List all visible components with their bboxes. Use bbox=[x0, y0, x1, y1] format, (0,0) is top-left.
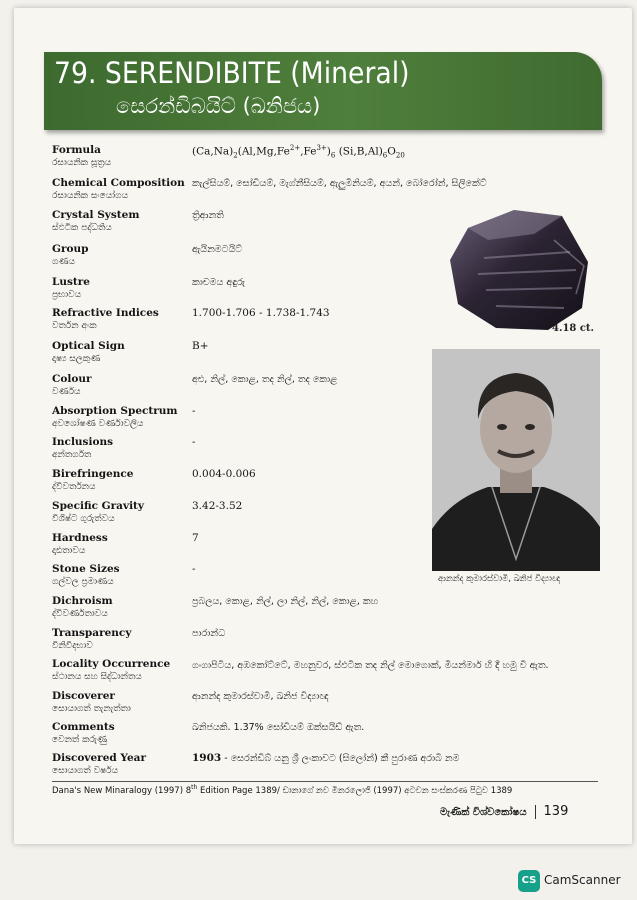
value: B+ bbox=[192, 340, 209, 352]
label: Chemical Composition bbox=[52, 177, 185, 189]
page-number: 139 bbox=[543, 804, 569, 819]
label-sinhala: සොයාගත් වර්ෂය bbox=[52, 766, 119, 776]
label: Group bbox=[52, 243, 89, 255]
label-sinhala: අවශෝෂණ වර්ණාවලිය bbox=[52, 419, 144, 429]
label-sinhala: වර්තන අංක bbox=[52, 321, 97, 331]
value: අළු, නිල්, කොළ, තද නිල්, තද කොළ bbox=[192, 374, 338, 385]
label-sinhala: අන්තර්ගත bbox=[52, 450, 92, 460]
label: Dichroism bbox=[52, 595, 113, 607]
label-sinhala: විශිෂ්ට ගුරුත්වය bbox=[52, 514, 115, 524]
label-sinhala: වර්ණය bbox=[52, 387, 81, 397]
label: Stone Sizes bbox=[52, 563, 120, 575]
footer-divider bbox=[52, 781, 598, 782]
portrait-caption: ආනන්ද කුමාරස්වාමි, ඛනිජ විද්‍යාඥ bbox=[438, 574, 561, 584]
label: Specific Gravity bbox=[52, 500, 145, 512]
label: Refractive Indices bbox=[52, 307, 159, 319]
mineral-title: 79. SERENDIBITE (Mineral) bbox=[54, 56, 410, 90]
label: Colour bbox=[52, 373, 92, 385]
camscanner-label: CamScanner bbox=[544, 873, 621, 887]
value: ඇයිනමටයිට් bbox=[192, 244, 243, 255]
label: Locality Occurrence bbox=[52, 658, 171, 670]
label: Birefringence bbox=[52, 468, 134, 480]
label-sinhala: ගණය bbox=[52, 257, 76, 267]
value: පාරාන්ධ bbox=[192, 628, 226, 639]
label: Comments bbox=[52, 721, 115, 733]
value: 0.004-0.006 bbox=[192, 468, 256, 480]
value: ගංගාපිටිය, අඹකෝට්ටේ, මහනුවර, ස්ඵටික තද නිල් මොගොක්, මියන්මාර් හි දී හමු වී ඇත. bbox=[192, 660, 549, 671]
formula-value: $(Ca,Na)_2(Al,Mg,Fe^{2+},Fe^{3+})_6$ $(Si,B,Al)_6O_{20}$ bbox=[192, 144, 405, 160]
value: කැල්සියම්, සෝඩියම්, මැග්නීසියම්, ඇලුමිනියම්, අයන්, බෝරෝන්, සිලිකේට් bbox=[192, 178, 487, 189]
title-banner bbox=[44, 52, 602, 130]
label-sinhala: සොයාගත් තැනැත්තා bbox=[52, 704, 131, 714]
label-sinhala: ද්විවර්තනය bbox=[52, 482, 96, 492]
label-sinhala: ස්ථානය සහ සිද්ධාන්තය bbox=[52, 672, 142, 682]
label-sinhala: වෙනත් කරුණු bbox=[52, 735, 108, 745]
value: - bbox=[192, 563, 196, 575]
label: Transparency bbox=[52, 627, 132, 639]
mineral-title-sinhala: සෙරන්ඩිබයිට් (ඛනිජය) bbox=[116, 94, 321, 118]
camscanner-icon: CS bbox=[518, 870, 540, 892]
value: 7 bbox=[192, 532, 199, 544]
page-footer bbox=[440, 804, 568, 819]
label: Inclusions bbox=[52, 436, 114, 448]
book-title: මැණික් විශ්වකෝෂය bbox=[440, 807, 527, 818]
label: Lustre bbox=[52, 276, 90, 288]
label: Hardness bbox=[52, 532, 108, 544]
label: Crystal System bbox=[52, 209, 140, 221]
serendibite-gem-image bbox=[444, 204, 595, 334]
label-sinhala: රසායනික සංයෝගය bbox=[52, 191, 129, 201]
value: 3.42-3.52 bbox=[192, 500, 243, 512]
label-sinhala: විනිවිදභාව bbox=[52, 641, 93, 651]
value: - bbox=[192, 436, 196, 448]
label-sinhala: ප්‍රභාවය bbox=[52, 290, 82, 300]
value: ආනන්ද කුමාරස්වාමි, ඛනිජ විද්‍යාඥ bbox=[192, 691, 329, 702]
footer-separator bbox=[535, 805, 536, 819]
label: Discoverer bbox=[52, 690, 115, 702]
reference-citation: Dana's New Minaralogy (1997) 8th Edition Page 1389/ ඩානාගේ නව මිනරලොජි (1997) අටවන සංස්කරණ පිටුව 1389 bbox=[52, 784, 513, 796]
discoverer-portrait bbox=[432, 349, 600, 571]
label-sinhala: ස්ඵටික පද්ධතිය bbox=[52, 223, 112, 233]
label-sinhala: ගල්වල ප්‍රමාණය bbox=[52, 577, 114, 587]
label: Absorption Spectrum bbox=[52, 405, 178, 417]
value: ඛනිජයකි. 1.37% සෝඩියම් ඔක්සයිඩ් ඇත. bbox=[192, 722, 365, 733]
label-sinhala: ද්විවර්ණතාවය bbox=[52, 609, 108, 619]
value: 1.700-1.706 - 1.738-1.743 bbox=[192, 307, 330, 319]
value: - bbox=[192, 405, 196, 417]
label: Optical Sign bbox=[52, 340, 125, 352]
label-sinhala: දෘෂ්‍ය සලකුණ bbox=[52, 354, 101, 364]
label-sinhala: දෘඪතාවය bbox=[52, 546, 86, 556]
value: ප්‍රබලය, කොළ, නිල්, ලා නිල්, නිල්, කොළ, කහ bbox=[192, 596, 379, 607]
gem-weight-caption: 4.18 ct. bbox=[552, 323, 595, 334]
label-sinhala: රසායනික සූත්‍රය bbox=[52, 158, 112, 168]
value: ත්‍රිආනති bbox=[192, 210, 224, 221]
label: Formula bbox=[52, 144, 101, 156]
value: 1903 - සෙරන්ඩිබ් යනු ශ්‍රී ලංකාවට (සිලෝන්) කී පුරාණ අරාබි නම bbox=[192, 752, 460, 764]
value: කාචමය අඳුරු bbox=[192, 277, 245, 288]
label: Discovered Year bbox=[52, 752, 146, 764]
